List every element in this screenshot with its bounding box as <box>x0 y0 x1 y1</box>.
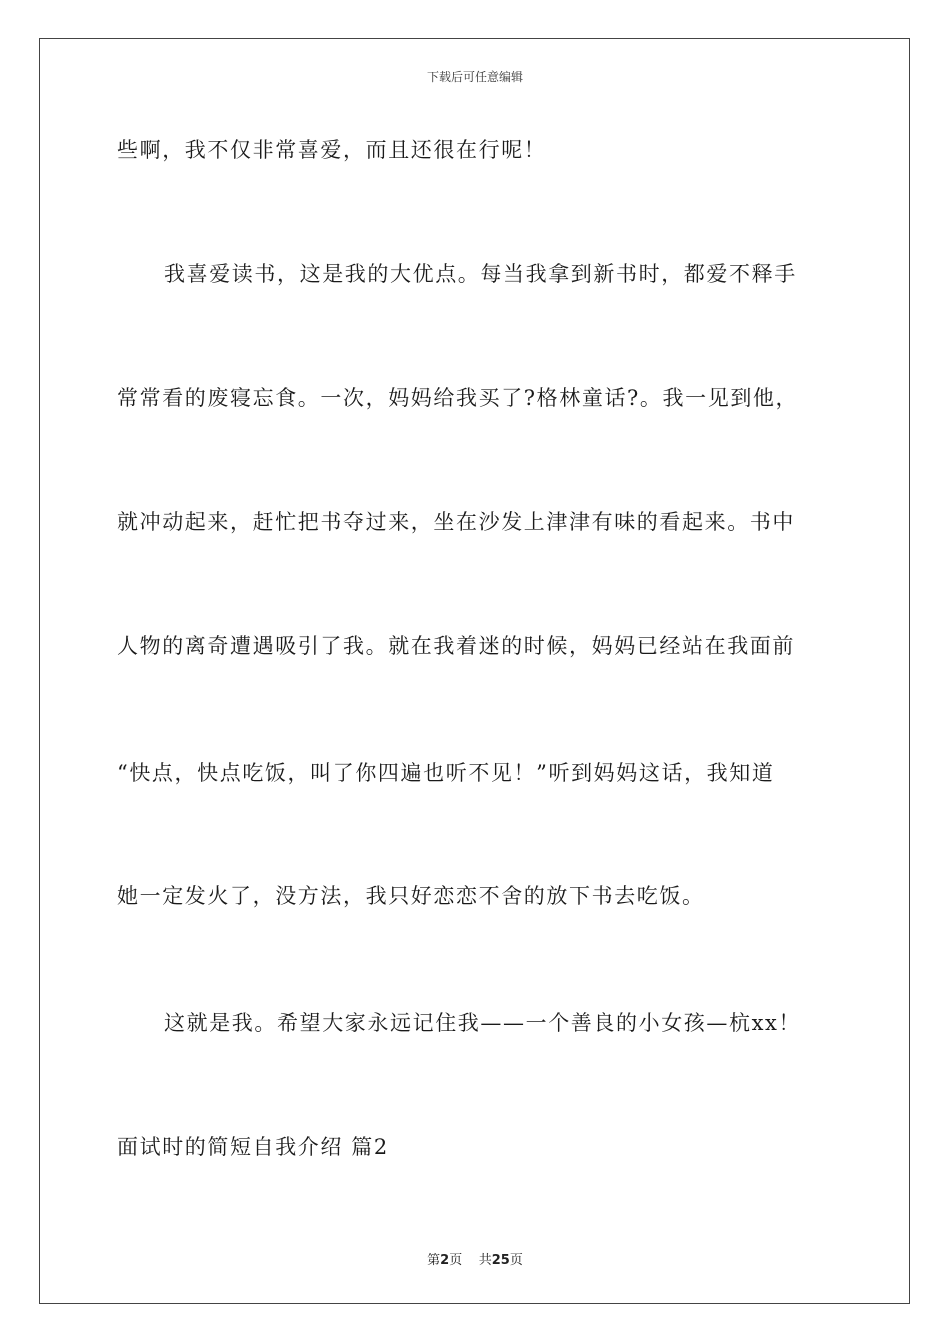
page-suffix: 页 <box>449 1253 463 1268</box>
page-border <box>39 38 910 1304</box>
section-heading: 面试时的简短自我介绍 篇2 <box>117 1135 389 1159</box>
total-prefix: 共 <box>478 1253 492 1268</box>
paragraph-line: 她一定发火了，没方法，我只好恋恋不舍的放下书去吃饭。 <box>117 884 705 908</box>
paragraph-line: 常常看的废寝忘食。一次，妈妈给我买了?格林童话?。我一见到他， <box>117 386 799 410</box>
paragraph-line: “快点，快点吃饭，叫了你四遍也听不见！”听到妈妈这话，我知道 <box>117 761 775 785</box>
page-number: 2 <box>440 1253 450 1268</box>
paragraph-line: 这就是我。希望大家永远记住我——一个善良的小女孩—杭xx！ <box>164 1011 802 1035</box>
total-suffix: 页 <box>509 1253 523 1268</box>
total-pages: 25 <box>491 1253 510 1268</box>
paragraph-line: 人物的离奇遭遇吸引了我。就在我着迷的时候，妈妈已经站在我面前 <box>117 634 795 658</box>
paragraph-line: 我喜爱读书，这是我的大优点。每当我拿到新书时，都爱不释手 <box>164 262 797 286</box>
page-footer <box>0 1249 950 1268</box>
paragraph-line: 就冲动起来，赶忙把书夺过来，坐在沙发上津津有味的看起来。书中 <box>117 510 795 534</box>
header-note: 下载后可任意编辑 <box>426 70 523 84</box>
paragraph-line: 些啊，我不仅非常喜爱，而且还很在行呢！ <box>117 138 547 162</box>
page-prefix: 第 <box>427 1253 441 1268</box>
